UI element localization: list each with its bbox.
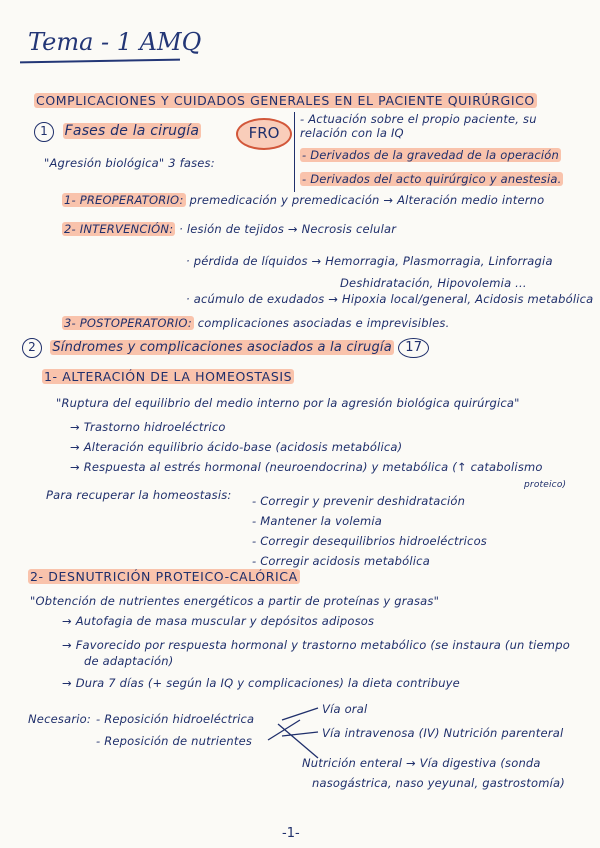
desnutricion-item-1: → Autofagia de masa muscular y depósitos adiposos <box>62 614 375 628</box>
homeostasis-heading-text: 1- ALTERACIÓN DE LA HOMEOSTASIS <box>44 369 293 384</box>
intervencion-label: 2- INTERVENCIÓN: <box>64 222 174 236</box>
intervencion-item-b2: Deshidratación, Hipovolemia ... <box>340 276 527 290</box>
section-2-ref: 17 <box>398 338 429 358</box>
fro-bullet-3-text: - Derivados del acto quirúrgico y anestesia. <box>302 172 562 186</box>
main-heading-text: COMPLICACIONES Y CUIDADOS GENERALES EN EL PACIENTE QUIRÚRGICO <box>36 93 535 108</box>
intervencion-item-a: · lesión de tejidos → Necrosis celular <box>179 222 397 236</box>
section-1-label: Fases de la cirugía <box>64 123 200 139</box>
via-item-4: nasogástrica, naso yeyunal, gastrostomía) <box>312 776 565 790</box>
recover-item-3: - Corregir desequilibrios hidroeléctricos <box>252 534 487 548</box>
desnutricion-item-2-cont: de adaptación) <box>84 654 174 668</box>
necesario-item-1: - Reposición hidroeléctrica <box>96 712 255 726</box>
desnutricion-item-3: → Dura 7 días (+ según la IQ y complicaciones) la dieta contribuye <box>62 676 460 690</box>
preoperatorio-text: premedicación y premedicación → Alteración medio interno <box>189 193 545 207</box>
page-title: Tema - 1 AMQ <box>28 28 202 56</box>
homeostasis-item-3: → Respuesta al estrés hormonal (neuroendocrina) y metabólica (↑ catabolismo <box>70 460 543 474</box>
necesario-item-2: - Reposición de nutrientes <box>96 734 253 748</box>
homeostasis-item-3-cont: proteico) <box>524 480 567 490</box>
homeostasis-definition: "Ruptura del equilibrio del medio interno por la agresión biológica quirúrgica" <box>56 396 520 410</box>
fro-bullet-2-text: - Derivados de la gravedad de la operación <box>302 148 560 162</box>
recover-item-1: - Corregir y prevenir deshidratación <box>252 494 466 508</box>
via-item-2: Vía intravenosa (IV) Nutrición parenteral <box>322 726 564 740</box>
preoperatorio-label: 1- PREOPERATORIO: <box>64 193 184 207</box>
recover-item-4: - Corregir acidosis metabólica <box>252 554 430 568</box>
recover-item-2: - Mantener la volemia <box>252 514 383 528</box>
desnutricion-item-2: → Favorecido por respuesta hormonal y trastorno metabólico (se instaura (un tiempo <box>62 638 570 652</box>
fro-bullet-1: - Actuación sobre el propio paciente, su relación con la IQ <box>300 112 537 140</box>
desnutricion-definition: "Obtención de nutrientes energéticos a partir de proteínas y grasas" <box>30 594 440 608</box>
agresion-text: "Agresión biológica" 3 fases: <box>44 156 215 170</box>
section-2-label: Síndromes y complicaciones asociados a la cirugía <box>52 340 392 355</box>
intervencion-item-b: · pérdida de líquidos → Hemorragia, Plasmorragia, Linforragia <box>186 254 553 268</box>
via-item-3: Nutrición enteral → Vía digestiva (sonda <box>302 756 541 770</box>
desnutricion-heading-text: 2- DESNUTRICIÓN PROTEICO-CALÓRICA <box>30 569 298 584</box>
recover-label: Para recuperar la homeostasis: <box>46 488 232 502</box>
homeostasis-item-1: → Trastorno hidroeléctrico <box>70 420 226 434</box>
via-item-1: Vía oral <box>322 702 368 716</box>
fro-badge: FRO <box>236 118 292 150</box>
postoperatorio-text: complicaciones asociadas e imprevisibles. <box>197 316 450 330</box>
section-2-number: 2 <box>22 338 42 358</box>
homeostasis-item-2: → Alteración equilibrio ácido-base (acidosis metabólica) <box>70 440 403 454</box>
page-number: -1- <box>282 826 300 841</box>
necesario-label: Necesario: <box>28 712 91 726</box>
intervencion-item-c: · acúmulo de exudados → Hipoxia local/general, Acidosis metabólica <box>186 292 594 306</box>
postoperatorio-label: 3- POSTOPERATORIO: <box>64 316 192 330</box>
section-1-number: 1 <box>34 122 54 142</box>
